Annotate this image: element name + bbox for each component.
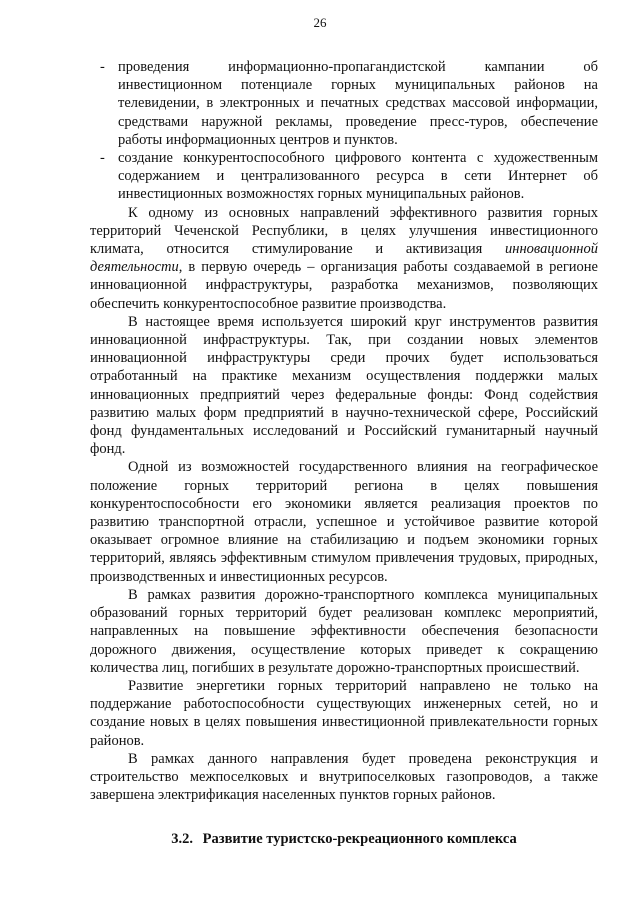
bullet-item: - проведения информационно-пропагандистской кампании об инвестиционном потенциале горных муниципальных районов на телевидении, в электронных и печатных средствах массовой информации, средствами наружной рекламы, проведение пресс-туров, обеспечение работы информационных центров и пунктов. xyxy=(90,58,598,149)
paragraph: В рамках развития дорожно-транспортного комплекса муниципальных образований горных территорий будет реализован комплекс мероприятий, направленных на повышение эффективности обеспечения безопасности дорожного движения, осуществление которых приведет к сокращению количества лиц, погибших в результате дорожно-транспортных происшествий. xyxy=(90,586,598,676)
paragraph: Развитие энергетики горных территорий направлено не только на поддержание работоспособности существующих инженерных сетей, но и создание новых в целях повышения инвестиционной привлекательности горных районов. xyxy=(90,677,598,749)
section-number: 3.2. xyxy=(171,831,194,848)
italic-term: инновационной деятельности xyxy=(90,241,598,276)
paragraph-innovation xyxy=(90,204,598,313)
section-heading xyxy=(90,830,598,848)
document-body xyxy=(90,58,598,849)
bullet-item: - создание конкурентоспособного цифрового контента с художественным содержанием и централизованного ресурса в сети Интернет об инвестиционных возможностях горных муниципальных районов. xyxy=(90,149,598,204)
bullet-list xyxy=(90,58,598,204)
paragraph-text: , в первую очередь – организация работы создаваемой в регионе инновационной инфраструктуры, разработка механизмов, позволяющих обеспечить конкурентоспособное развитие производства. xyxy=(90,259,598,312)
paragraph: В настоящее время используется широкий круг инструментов развития инновационной инфраструктуры. Так, при создании новых элементов инновационной инфраструктуры среди прочих будет использоваться отработанный на практике механизм осуществления поддержки малых инновационных предприятий через федеральные фонды: Фонд содействия развитию малых форм предприятий в научно-технической сфере, Российский фонд фундаментальных исследований и Российский гуманитарный научный фонд. xyxy=(90,313,598,458)
page-number: 26 xyxy=(313,15,327,30)
paragraph-text: К одному из основных направлений эффективного развития горных территорий Чеченской Республики, в целях улучшения инвестиционного климата, относится стимулирование и активизация xyxy=(90,204,598,258)
section-title: Развитие туристско-рекреационного комплекса xyxy=(202,831,517,848)
paragraph: Одной из возможностей государственного влияния на географическое положение горных территорий региона в целях повышения конкурентоспособности его экономики является реализация проектов по развитию транспортной отрасли, успешное и устойчивое развитие которой оказывает огромное влияние на стабилизацию и подъем экономики горных территорий, являясь эффективным стимулом привлечения трудовых, природных, производственных и инвестиционных ресурсов. xyxy=(90,459,598,585)
paragraph: В рамках данного направления будет проведена реконструкция и строительство межпоселковых и внутрипоселковых газопроводов, а также завершена электрификация населенных пунктов горных районов. xyxy=(90,750,598,804)
